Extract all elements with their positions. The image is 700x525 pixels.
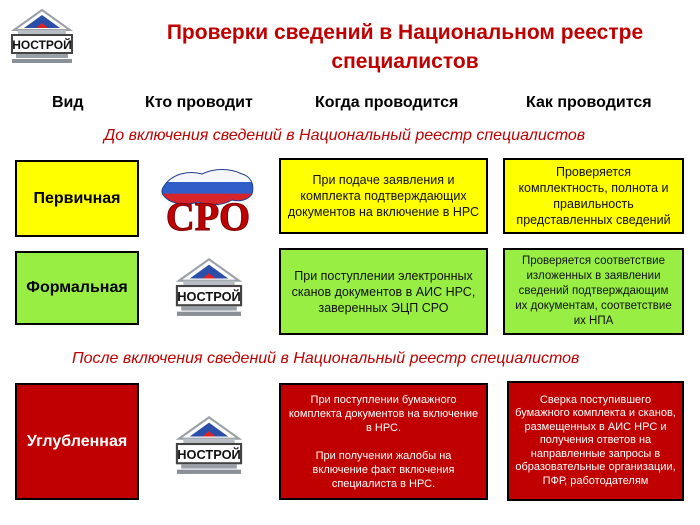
row-deep-how: Сверка поступившего бумажного комплекта и сканов, размещенных в АИС НРС и получения ответов на направленные запросы в образовательные организации, ПФР, работодателям xyxy=(507,381,684,501)
svg-text:СРО: СРО xyxy=(165,194,251,239)
row-deep-when: При поступлении бумажного комплекта документов на включение в НРС. При получении жалобы на включение факт включения специалиста в НРС. xyxy=(279,383,488,500)
nostroy-logo-deep xyxy=(174,413,244,475)
page-title: Проверки сведений в Национальном реестре специалистов xyxy=(166,21,644,73)
svg-text:НОСТРОЙ: НОСТРОЙ xyxy=(12,38,72,52)
section-after-label: После включения сведений в Национальный реестр специалистов xyxy=(72,350,580,367)
svg-text:НОСТРОЙ: НОСТРОЙ xyxy=(177,446,241,462)
sro-logo xyxy=(158,160,258,240)
column-header-when: Когда проводится xyxy=(315,94,459,111)
row-formal-how: Проверяется соответствие изложенных в заявлении сведений подтверждающим их документам, соответствие их НПА xyxy=(503,248,684,335)
column-header-vid: Вид xyxy=(52,94,84,111)
row-deep-type: Углубленная xyxy=(15,383,139,500)
row-primary-type: Первичная xyxy=(15,160,139,237)
section-before-label: До включения сведений в Национальный реестр специалистов xyxy=(104,127,586,144)
svg-text:НОСТРОЙ: НОСТРОЙ xyxy=(177,288,241,304)
row-primary-when: При подаче заявления и комплекта подтверждающих документов на включение в НРС xyxy=(279,158,488,234)
row-primary-how: Проверяется комплектность, полнота и правильность представленных сведений xyxy=(503,158,684,234)
row-formal-type: Формальная xyxy=(15,251,139,325)
nostroy-logo-header xyxy=(10,6,74,64)
nostroy-logo-formal xyxy=(174,255,244,317)
row-formal-when: При поступлении электронных сканов документов в АИС НРС, заверенных ЭЦП СРО xyxy=(279,248,488,335)
column-header-how: Как проводится xyxy=(526,94,652,111)
column-header-who: Кто проводит xyxy=(145,94,253,111)
